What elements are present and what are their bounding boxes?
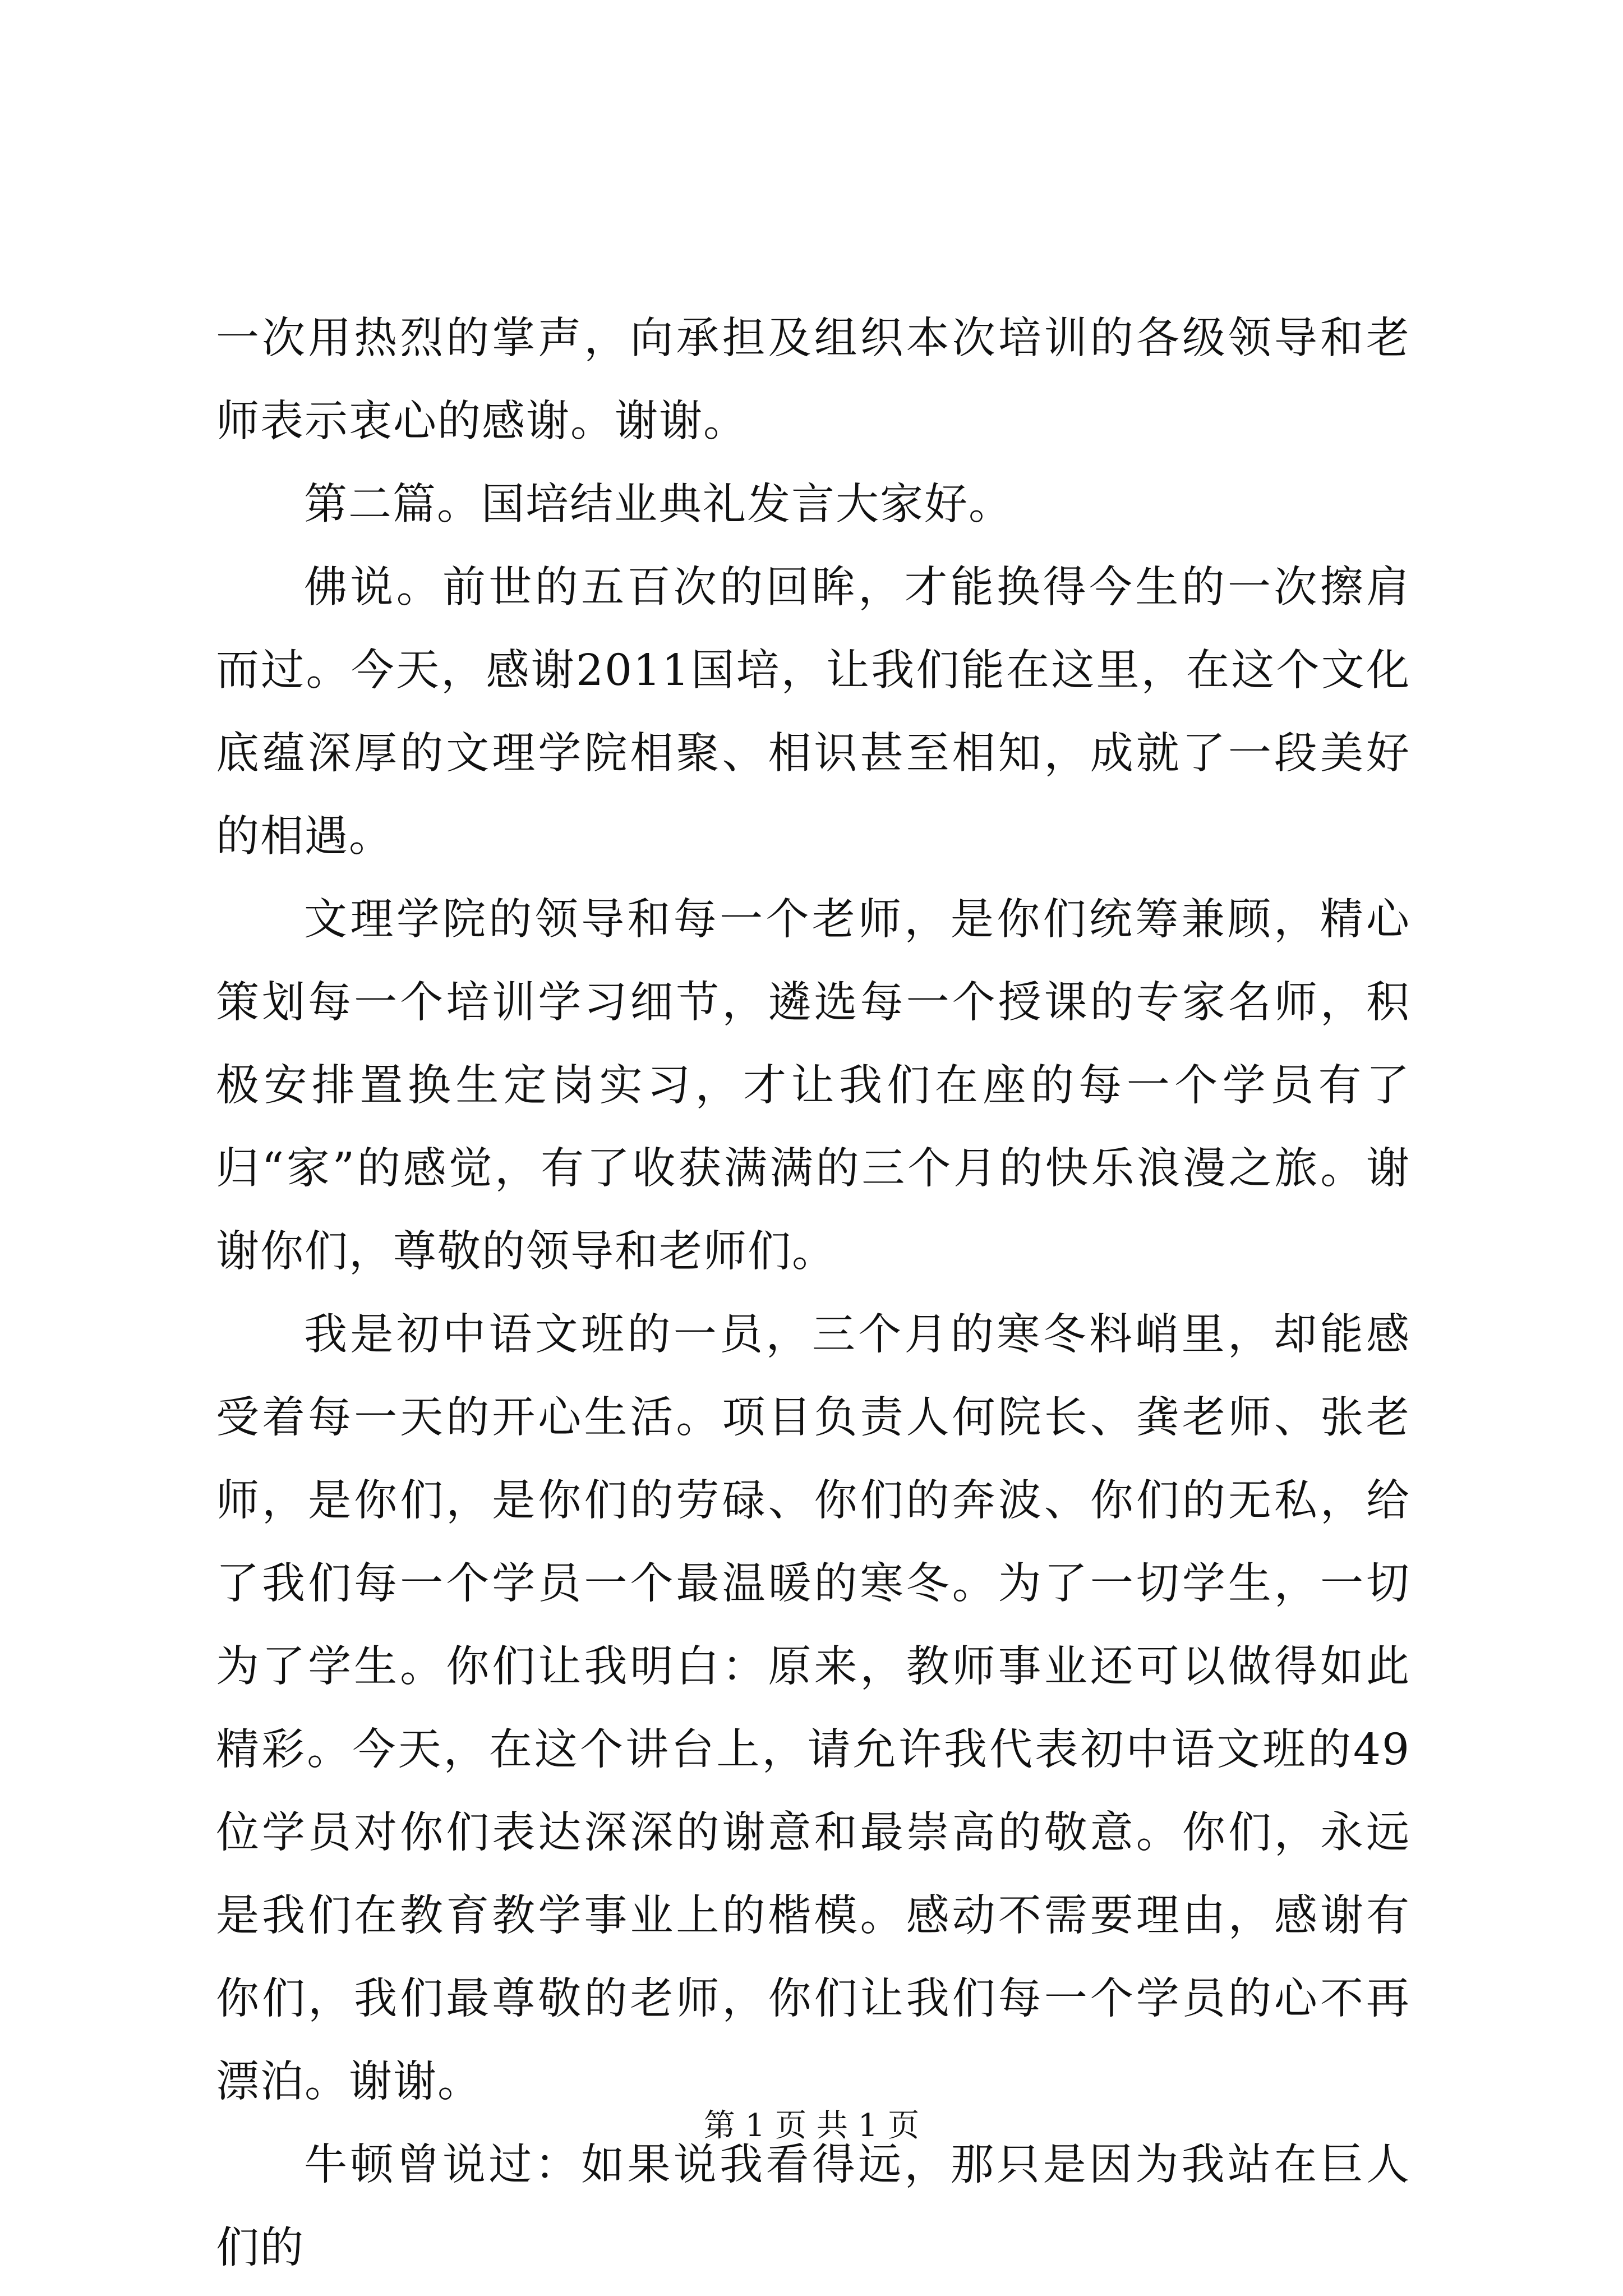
document-body xyxy=(216,297,1410,2290)
paragraph-4: 文理学院的领导和每一个老师，是你们统筹兼顾，精心策划每一个培训学习细节，遴选每一个授课的专家名师，积极安排置换生定岗实习，才让我们在座的每一个学员有了归“家”的感觉，有了收获满满的三个月的快乐浪漫之旅。谢谢你们，尊敬的领导和老师们。 xyxy=(216,895,1410,1277)
paragraph-2: 第二篇。国培结业典礼发言大家好。 xyxy=(304,480,1013,530)
paragraph-3: 佛说。前世的五百次的回眸，才能换得今生的一次擦肩而过。今天，感谢2011国培，让我们能在这里，在这个文化底蕴深厚的文理学院相聚、相识甚至相知，成就了一段美好的相遇。 xyxy=(216,563,1410,862)
page-number-label: 第 1 页 共 1 页 xyxy=(703,2108,920,2144)
paragraph-1: 一次用热烈的掌声，向承担及组织本次培训的各级领导和老师表示衷心的感谢。谢谢。 xyxy=(216,314,1410,447)
paragraph-5: 我是初中语文班的一员，三个月的寒冬料峭里，却能感受着每一天的开心生活。项目负责人何院长、龚老师、张老师，是你们，是你们的劳碌、你们的奔波、你们的无私，给了我们每一个学员一个最温暖的寒冬。为了一切学生，一切为了学生。你们让我明白：原来，教师事业还可以做得如此精彩。今天，在这个讲台上，请允许我代表初中语文班的49位学员对你们表达深深的谢意和最崇高的敬意。你们，永远是我们在教育教学事业上的楷模。感动不需要理由，感谢有你们，我们最尊敬的老师，你们让我们每一个学员的心不再漂泊。谢谢。 xyxy=(216,1310,1410,2107)
paragraph-6: 牛顿曾说过：如果说我看得远，那只是因为我站在巨人们的 xyxy=(216,2140,1410,2273)
page-footer xyxy=(0,2106,1623,2146)
